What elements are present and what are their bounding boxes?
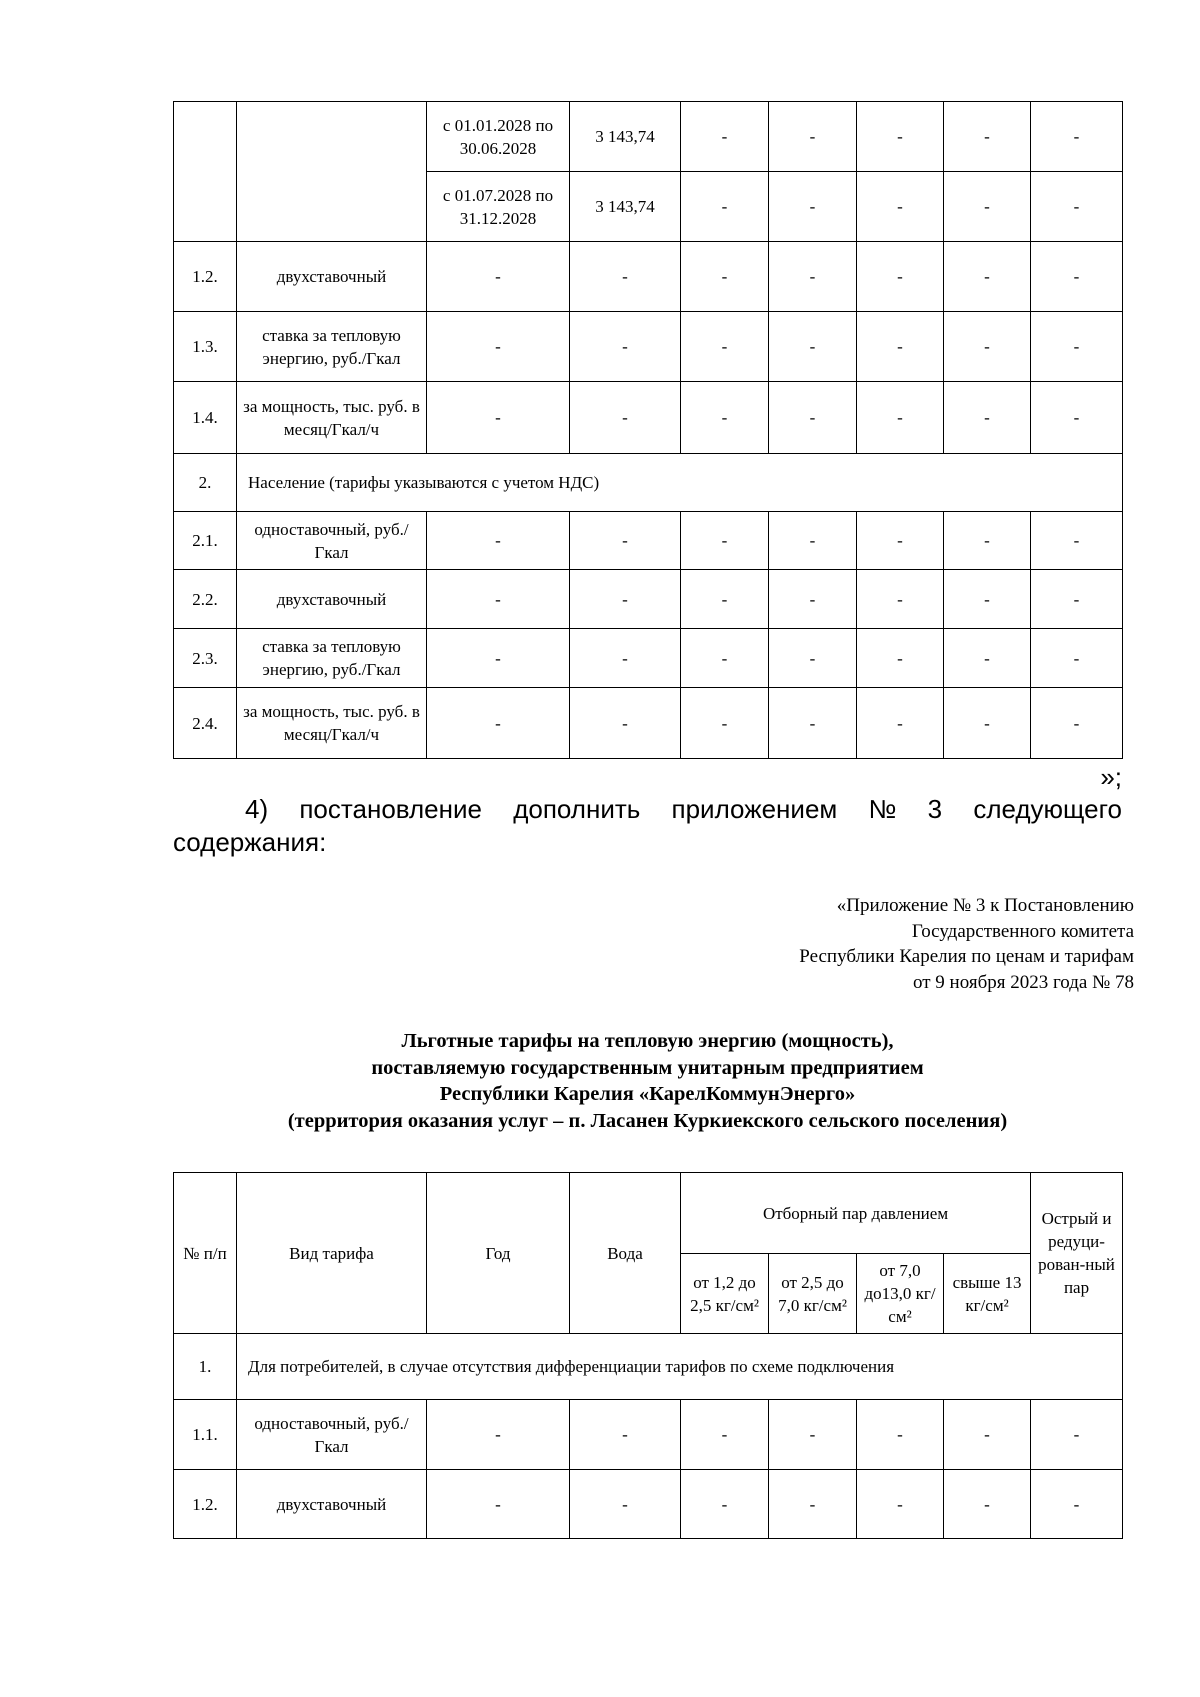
row-number: 2.3. (174, 629, 237, 688)
year-cell: с 01.07.2028 по 31.12.2028 (427, 172, 570, 242)
sharp-steam-cell: - (1031, 382, 1123, 454)
sharp-steam-cell: - (1031, 242, 1123, 312)
tariff-table-continued (173, 101, 1123, 759)
tariff-type: одноставочный, руб./Гкал (237, 512, 427, 570)
year-cell: - (427, 570, 570, 629)
water-cell: - (570, 382, 681, 454)
sharp-steam-cell: - (1031, 688, 1123, 759)
steam-4-cell: - (944, 242, 1031, 312)
tariff-table (173, 1172, 1123, 1539)
row-number: 2.2. (174, 570, 237, 629)
amendment-paragraph (173, 793, 1122, 859)
steam-2-cell: - (769, 629, 857, 688)
title-line: (территория оказания услуг – п. Ласанен Куркиекского сельского поселения) (287, 1109, 1008, 1132)
year-cell: - (427, 312, 570, 382)
steam-4-cell: - (944, 570, 1031, 629)
steam-1-cell: - (681, 242, 769, 312)
tariff-type: двухставочный (237, 242, 427, 312)
table-row (174, 512, 1123, 570)
steam-3-cell: - (857, 629, 944, 688)
steam-2-cell: - (769, 312, 857, 382)
year-cell: - (427, 242, 570, 312)
steam-4-cell: - (944, 102, 1031, 172)
section-title: Население (тарифы указываются с учетом НДС) (237, 454, 1123, 512)
paragraph-first-line (173, 793, 1122, 826)
section-number: 1. (174, 1334, 237, 1400)
tariff-type: ставка за тепловую энергию, руб./Гкал (237, 312, 427, 382)
steam-4-cell: - (944, 629, 1031, 688)
steam-2-cell: - (769, 512, 857, 570)
paragraph-second-line: содержания: (173, 827, 327, 857)
steam-1-cell: - (681, 688, 769, 759)
paragraph-word: следующего (973, 794, 1122, 824)
steam-3-cell: - (857, 688, 944, 759)
closing-quote: »; (1100, 762, 1122, 792)
tariff-type: одноставочный, руб./Гкал (237, 1400, 427, 1470)
steam-1-cell: - (681, 629, 769, 688)
tariff-type (237, 102, 427, 242)
steam-4-cell: - (944, 312, 1031, 382)
paragraph-word: 4) (245, 794, 269, 824)
steam-4-cell: - (944, 1470, 1031, 1539)
appendix-line: «Приложение № 3 к Постановлению (836, 895, 1134, 916)
sharp-steam-cell: - (1031, 172, 1123, 242)
tariff-type: за мощность, тыс. руб. в месяц/Гкал/ч (237, 382, 427, 454)
appendix-reference (799, 893, 1134, 995)
row-number (174, 102, 237, 242)
water-cell: - (570, 688, 681, 759)
year-cell: - (427, 688, 570, 759)
table-row (174, 102, 1123, 172)
water-cell: - (570, 242, 681, 312)
steam-2-cell: - (769, 242, 857, 312)
title-line: Льготные тарифы на тепловую энергию (мощность), (401, 1030, 894, 1052)
water-cell: - (570, 570, 681, 629)
steam-2-cell: - (769, 382, 857, 454)
header-steam-4: свыше 13 кг/см² (944, 1254, 1031, 1334)
sharp-steam-cell: - (1031, 570, 1123, 629)
paragraph-word: № (868, 794, 897, 824)
row-number: 2.1. (174, 512, 237, 570)
tariff-type: ставка за тепловую энергию, руб./Гкал (237, 629, 427, 688)
paragraph-word: приложением (671, 794, 838, 824)
sharp-steam-cell: - (1031, 312, 1123, 382)
header-row (174, 1173, 1123, 1254)
section-number: 2. (174, 454, 237, 512)
steam-4-cell: - (944, 382, 1031, 454)
year-cell: - (427, 1470, 570, 1539)
steam-3-cell: - (857, 1400, 944, 1470)
sharp-steam-cell: - (1031, 102, 1123, 172)
table-row (174, 382, 1123, 454)
header-water: Вода (570, 1173, 681, 1334)
water-cell: - (570, 312, 681, 382)
section-title: Для потребителей, в случае отсутствия дифференциации тарифов по схеме подключения (237, 1334, 1123, 1400)
title-line: поставляемую государственным унитарным предприятием (371, 1056, 924, 1079)
water-cell: 3 143,74 (570, 102, 681, 172)
header-tariff-type: Вид тарифа (237, 1173, 427, 1334)
header-steam-2: от 2,5 до 7,0 кг/см² (769, 1254, 857, 1334)
steam-1-cell: - (681, 102, 769, 172)
sharp-steam-cell: - (1031, 1470, 1123, 1539)
appendix-line: Государственного комитета (911, 920, 1134, 942)
table-row (174, 570, 1123, 629)
steam-1-cell: - (681, 382, 769, 454)
year-cell: - (427, 1400, 570, 1470)
steam-1-cell: - (681, 1470, 769, 1539)
header-year: Год (427, 1173, 570, 1334)
steam-3-cell: - (857, 382, 944, 454)
table-row (174, 629, 1123, 688)
appendix-line: от 9 ноября 2023 года № 78 (912, 971, 1134, 993)
paragraph-word: 3 (927, 794, 943, 824)
section-row (174, 454, 1123, 512)
table-row (174, 312, 1123, 382)
steam-2-cell: - (769, 102, 857, 172)
steam-2-cell: - (769, 1400, 857, 1470)
row-number: 1.2. (174, 242, 237, 312)
year-cell: - (427, 512, 570, 570)
water-cell: 3 143,74 (570, 172, 681, 242)
row-number: 1.4. (174, 382, 237, 454)
year-cell: с 01.01.2028 по 30.06.2028 (427, 102, 570, 172)
section-row (174, 1334, 1123, 1400)
table-row (174, 1470, 1123, 1539)
water-cell: - (570, 629, 681, 688)
table-row (174, 242, 1123, 312)
header-steam-1: от 1,2 до 2,5 кг/см² (681, 1254, 769, 1334)
steam-1-cell: - (681, 172, 769, 242)
header-steam-3: от 7,0 до13,0 кг/см² (857, 1254, 944, 1334)
water-cell: - (570, 512, 681, 570)
steam-4-cell: - (944, 1400, 1031, 1470)
steam-2-cell: - (769, 570, 857, 629)
header-number: № п/п (174, 1173, 237, 1334)
steam-2-cell: - (769, 1470, 857, 1539)
steam-3-cell: - (857, 312, 944, 382)
tariff-type: двухставочный (237, 1470, 427, 1539)
header-steam-group: Отборный пар давлением (681, 1173, 1031, 1254)
steam-1-cell: - (681, 312, 769, 382)
steam-1-cell: - (681, 1400, 769, 1470)
steam-3-cell: - (857, 172, 944, 242)
table-row (174, 1400, 1123, 1470)
steam-3-cell: - (857, 242, 944, 312)
steam-4-cell: - (944, 512, 1031, 570)
paragraph-word: дополнить (513, 794, 641, 824)
water-cell: - (570, 1400, 681, 1470)
header-sharp-steam: Острый и редуци-рован-ный пар (1031, 1173, 1123, 1334)
year-cell: - (427, 382, 570, 454)
steam-4-cell: - (944, 688, 1031, 759)
steam-2-cell: - (769, 172, 857, 242)
tariff-type: за мощность, тыс. руб. в месяц/Гкал/ч (237, 688, 427, 759)
tariff-type: двухставочный (237, 570, 427, 629)
steam-2-cell: - (769, 688, 857, 759)
steam-3-cell: - (857, 512, 944, 570)
water-cell: - (570, 1470, 681, 1539)
year-cell: - (427, 629, 570, 688)
sharp-steam-cell: - (1031, 629, 1123, 688)
steam-3-cell: - (857, 570, 944, 629)
appendix-line: Республики Карелия по ценам и тарифам (799, 946, 1134, 967)
table-row (174, 688, 1123, 759)
steam-3-cell: - (857, 102, 944, 172)
row-number: 1.3. (174, 312, 237, 382)
steam-1-cell: - (681, 570, 769, 629)
paragraph-word: постановление (299, 794, 482, 824)
sharp-steam-cell: - (1031, 512, 1123, 570)
row-number: 1.1. (174, 1400, 237, 1470)
steam-4-cell: - (944, 172, 1031, 242)
row-number: 1.2. (174, 1470, 237, 1539)
title-line: Республики Карелия «КарелКоммунЭнерго» (439, 1083, 856, 1105)
steam-3-cell: - (857, 1470, 944, 1539)
sharp-steam-cell: - (1031, 1400, 1123, 1470)
row-number: 2.4. (174, 688, 237, 759)
steam-1-cell: - (681, 512, 769, 570)
document-title (173, 1028, 1122, 1134)
